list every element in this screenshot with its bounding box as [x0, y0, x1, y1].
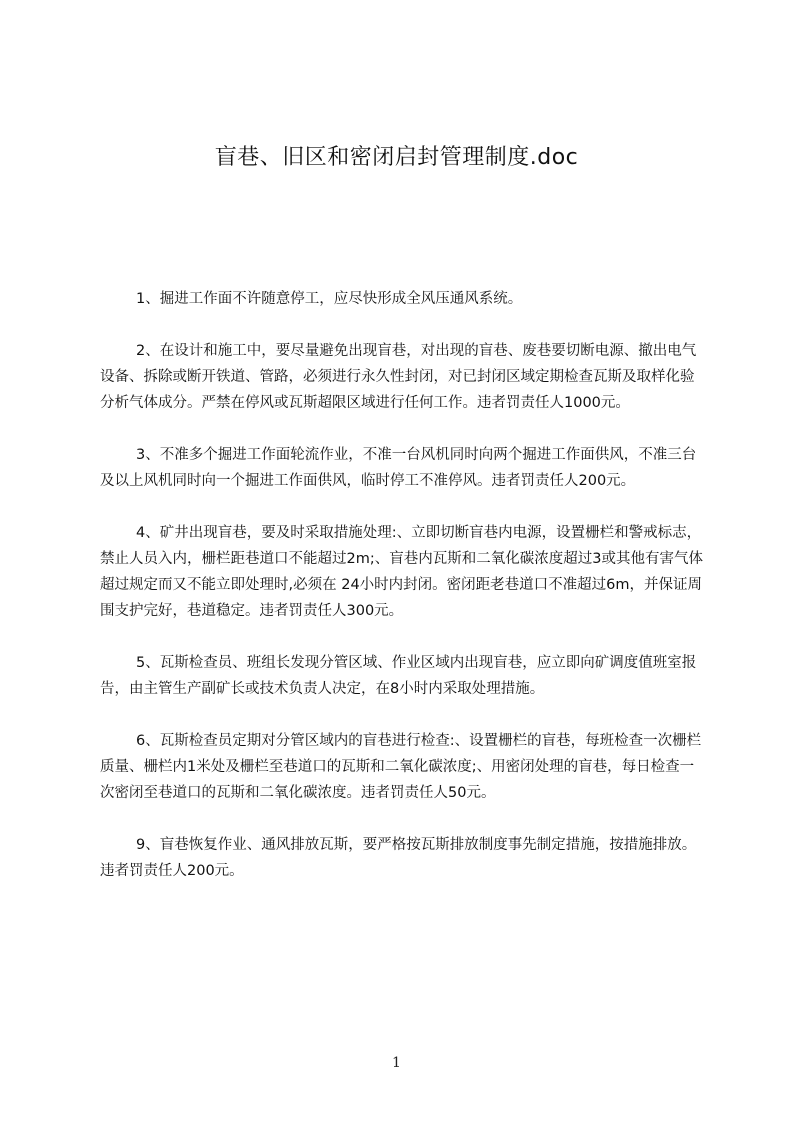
- document-title: 盲巷、旧区和密闭启封管理制度.doc: [214, 145, 579, 170]
- paragraph-4: 4、矿井出现盲巷，要及时采取措施处理:、立即切断盲巷内电源，设置栅栏和警戒标志，禁止人员入内，栅栏距巷道口不能超过2m;、盲巷内瓦斯和二氧化碳浓度超过3或其他有害气体超过规定而又不能立即处理时,必须在 24小时内封闭。密闭距老巷道口不准超过6m，并保证周围支护完好，巷道稳定。违者罚责任人300元。: [100, 525, 703, 619]
- paragraph-6: 6、瓦斯检查员定期对分管区域内的盲巷进行检查:、设置栅栏的盲巷，每班检查一次栅栏质量、栅栏内1米处及栅栏至巷道口的瓦斯和二氧化碳浓度;、用密闭处理的盲巷，每日检查一次密闭至巷道口的瓦斯和二氧化碳浓度。违者罚责任人50元。: [100, 733, 702, 801]
- paragraph-2: 2、在设计和施工中，要尽量避免出现盲巷，对出现的盲巷、废巷要切断电源、撤出电气设备、拆除或断开铁道、管路，必须进行永久性封闭，对已封闭区域定期检查瓦斯及取样化验分析气体成分。严禁在停风或瓦斯超限区域进行任何工作。违者罚责任人1000元。: [100, 343, 697, 411]
- page-number: 1: [392, 1055, 401, 1071]
- paragraph-3: 3、不准多个掘进工作面轮流作业，不准一台风机同时向两个掘进工作面供风，不准三台及以上风机同时向一个掘进工作面供风，临时停工不准停风。违者罚责任人200元。: [100, 447, 697, 489]
- paragraph-9: 9、盲巷恢复作业、通风排放瓦斯，要严格按瓦斯排放制度事先制定措施，按措施排放。违者罚责任人200元。: [100, 837, 697, 879]
- paragraph-1: 1、掘进工作面不许随意停工，应尽快形成全风压通风系统。: [136, 291, 523, 307]
- paragraph-5: 5、瓦斯检查员、班组长发现分管区域、作业区域内出现盲巷，应立即向矿调度值班室报告，由主管生产副矿长或技术负责人决定，在8小时内采取处理措施。: [100, 655, 697, 697]
- document-body: [100, 286, 708, 910]
